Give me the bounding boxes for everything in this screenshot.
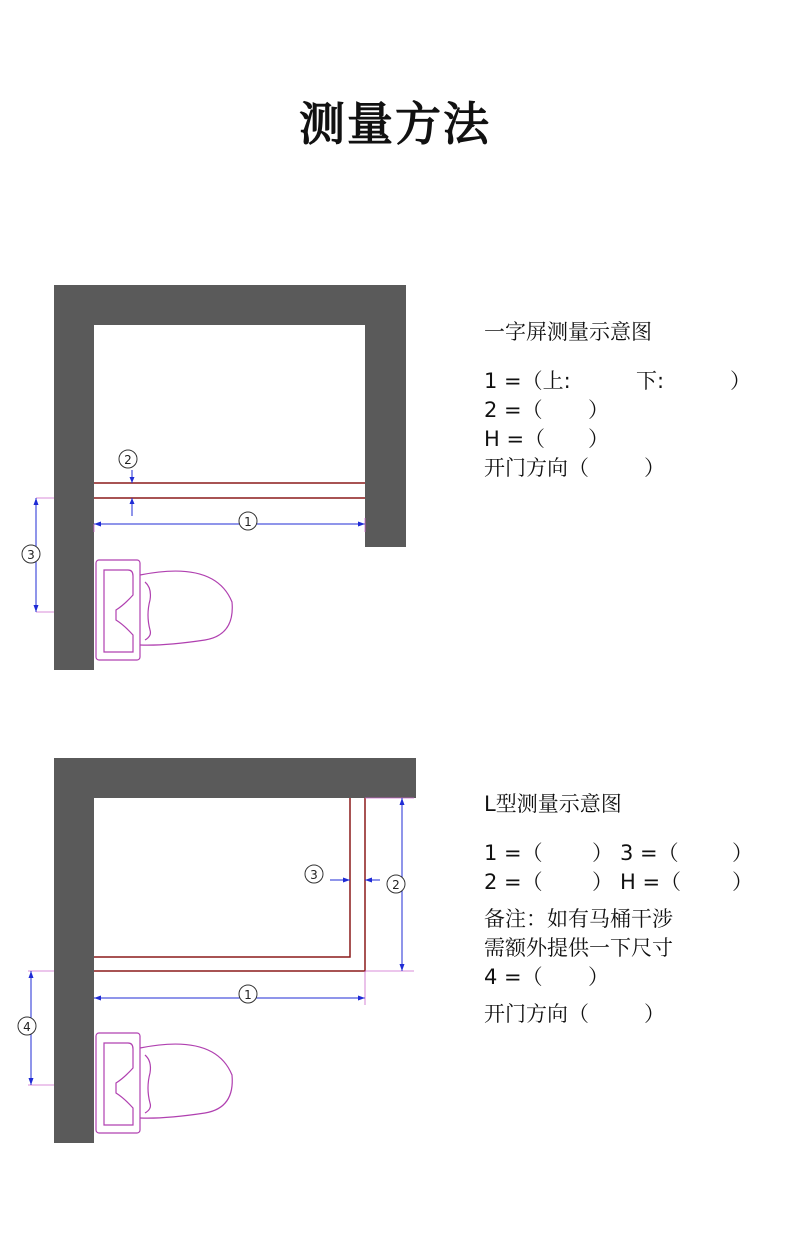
- measure-row-1: [484, 367, 751, 396]
- measure-2-close: ）: [588, 398, 609, 422]
- measure-3-label: 3 =（: [620, 841, 679, 865]
- measure-2-close: ）: [592, 870, 613, 894]
- measure-row-h: [484, 425, 652, 454]
- wall-left: [54, 758, 94, 1143]
- door-direction-close: ）: [644, 1002, 665, 1026]
- door-direction-row: [484, 1000, 673, 1029]
- glass-l-outer: [94, 798, 365, 971]
- l-shape-screen-heading: L型测量示意图: [484, 792, 622, 816]
- measure-1-close: ）: [730, 369, 751, 393]
- measure-2-label: 2 =（: [484, 398, 543, 422]
- straight-screen-diagram: [0, 270, 430, 690]
- door-direction-label: 开门方向（: [484, 456, 589, 480]
- l-shape-screen-info: [484, 790, 753, 1029]
- door-direction-row: [484, 454, 665, 483]
- measure-h-label: H =（: [484, 427, 546, 451]
- measure-1-close: ）: [592, 841, 613, 865]
- measure-1-label: 1 =（: [484, 841, 543, 865]
- note-line-1: 备注：如有马桶干涉: [484, 907, 673, 931]
- page-title: 测量方法: [299, 97, 491, 151]
- measure-3-close: ）: [732, 841, 753, 865]
- straight-screen-info: [484, 318, 751, 483]
- dimension-label-3: 3: [27, 548, 35, 562]
- wall-right: [365, 285, 406, 547]
- wall-left: [54, 285, 94, 670]
- measure-h-close: ）: [732, 870, 753, 894]
- measure-1-top-label: 1 =（上:: [484, 369, 571, 393]
- dimension-label-2: 2: [124, 453, 132, 467]
- dimension-label-2: 2: [392, 878, 400, 892]
- dimension-label-3: 3: [310, 868, 318, 882]
- measure-row-2-h: [484, 868, 753, 897]
- measure-4-label: 4 =（: [484, 965, 543, 989]
- door-direction-close: ）: [644, 456, 665, 480]
- measure-2-label: 2 =（: [484, 870, 543, 894]
- toilet: [96, 1033, 232, 1133]
- measure-1-bottom-label: 下:: [636, 369, 665, 393]
- measure-h-close: ）: [588, 427, 609, 451]
- l-shape-screen-diagram: [0, 745, 430, 1165]
- toilet: [96, 560, 232, 660]
- note-line-2: 需额外提供一下尺寸: [484, 936, 673, 960]
- measure-row-2: [484, 396, 652, 425]
- dimension-label-4: 4: [23, 1020, 31, 1034]
- dimension-label-1: 1: [244, 988, 252, 1002]
- straight-screen-heading: 一字屏测量示意图: [484, 320, 652, 344]
- dimension-label-1: 1: [244, 515, 252, 529]
- door-direction-label: 开门方向（: [484, 1002, 589, 1026]
- measure-h-label: H =（: [620, 870, 682, 894]
- measure-row-1-3: [484, 839, 753, 868]
- wall-top: [54, 285, 406, 325]
- measure-4-close: ）: [588, 965, 609, 989]
- wall-top: [54, 758, 416, 798]
- measure-row-4: [484, 963, 673, 992]
